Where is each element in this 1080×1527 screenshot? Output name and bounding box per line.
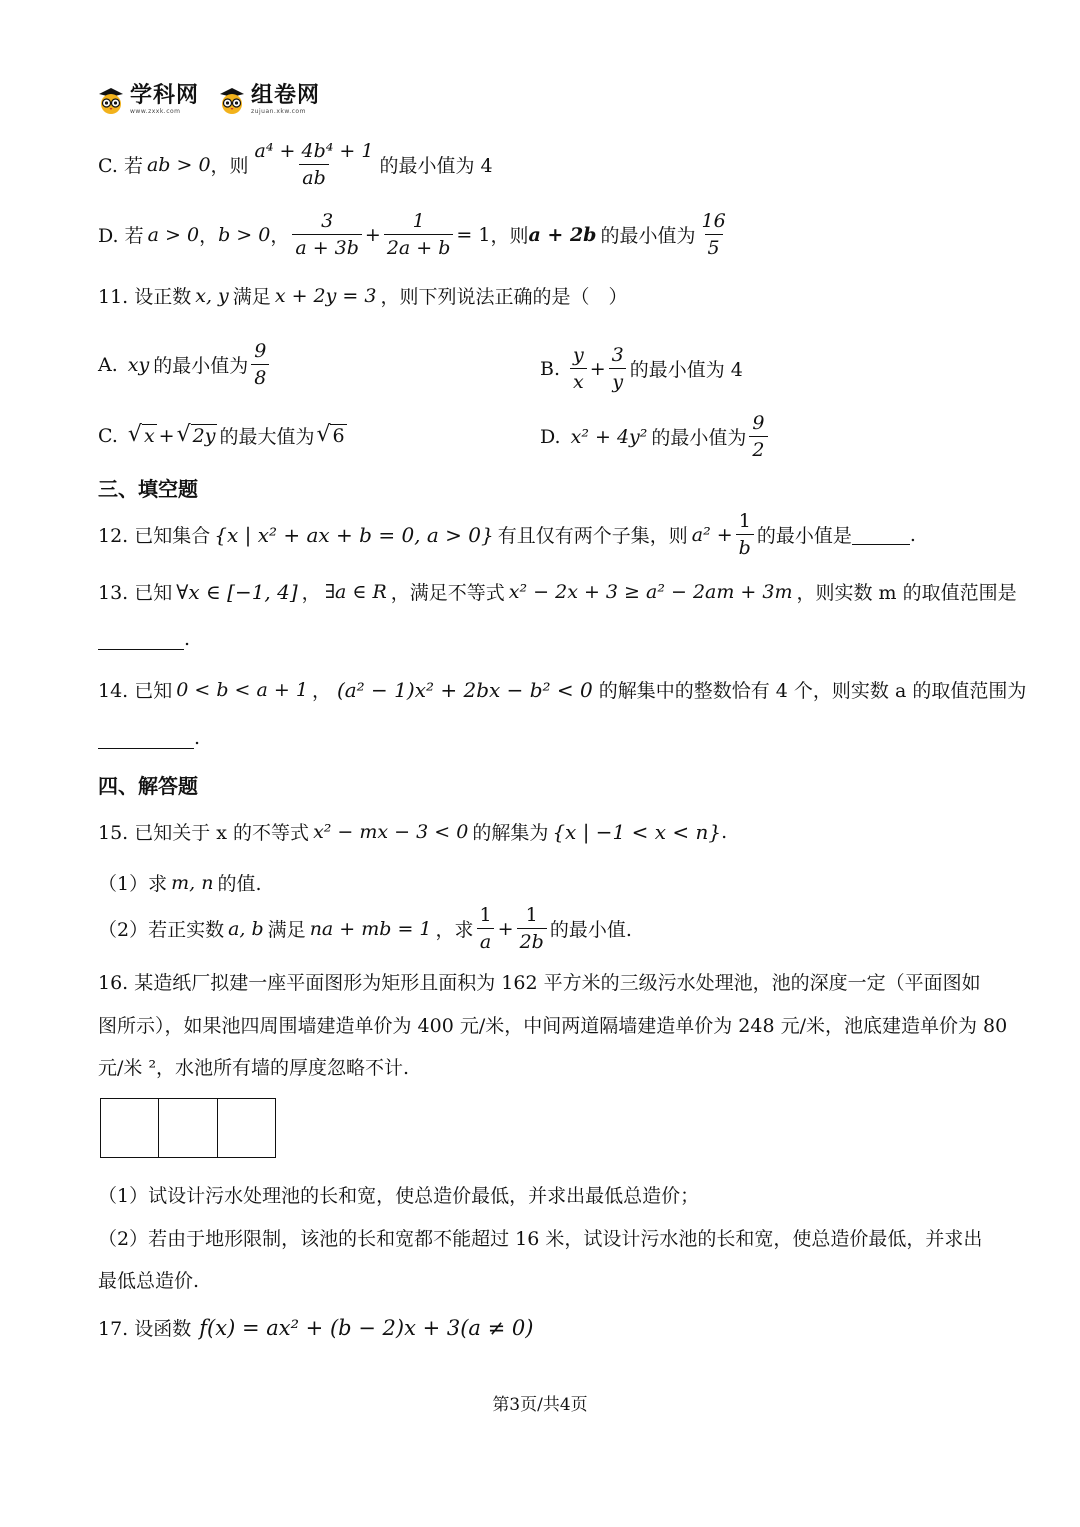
answer-blank[interactable] xyxy=(852,524,910,545)
q11-option-a: A. xy 的最小值为 $\frac{9}{8}$ xyxy=(98,340,272,389)
q16-line1: 16. 某造纸厂拟建一座平面图形为矩形且面积为 162 平方米的三级污水处理池，池的深度一定（平面图如 xyxy=(98,972,981,994)
q13: 13. 已知 ∀x ∈ [−1, 4] ， ∃a ∈ R ，满足不等式 x² − 2x + 3 ≥ a² − 2am + 3m ，则实数 m 的取值范围是 xyxy=(98,579,1017,604)
fraction: $\frac{16}{5}$ xyxy=(701,210,726,259)
q15-stem: 15. 已知关于 x 的不等式 x² − mx − 3 < 0 的解集为 {x | −1 < x < n} . xyxy=(98,819,728,844)
q11-stem: 11. 设正数 x, y 满足 x + 2y = 3 ，则下列说法正确的是（ ） xyxy=(98,284,628,308)
pool-cell xyxy=(159,1099,217,1157)
sqrt: √ 2y xyxy=(176,422,216,447)
logo-zujuan-name: 组卷网 xyxy=(251,83,321,108)
q11-option-d: D. x² + 4y² 的最小值为 $\frac{9}{2}$ xyxy=(540,412,771,461)
fraction: $\frac{1}{2b}$ xyxy=(517,904,547,953)
sqrt: √ 6 xyxy=(316,422,345,447)
pool-cell xyxy=(218,1099,275,1157)
q12: 12. 已知集合 {x | x² + ax + b = 0, a > 0} 有且仅有两个子集，则 a² + $\frac{1}{b}$ 的最小值是 . xyxy=(98,510,916,559)
pool-cell xyxy=(101,1099,159,1157)
fraction: $\frac{9}{2}$ xyxy=(749,412,767,461)
header-logos xyxy=(96,80,320,120)
logo-zxxk[interactable] xyxy=(96,85,199,115)
fraction: $\frac{1}{a}$ xyxy=(477,904,495,953)
sqrt: √ x xyxy=(127,422,155,447)
q16-part2-line1: （2）若由于地形限制，该池的长和宽都不能超过 16 米，试设计污水池的长和宽，使总造价最低，并求出 xyxy=(98,1228,983,1250)
fraction: $\frac{1}{b}$ xyxy=(736,510,754,559)
answer-blank[interactable] xyxy=(98,629,184,650)
owl-logo-icon xyxy=(217,85,247,115)
fraction: $\frac{\text{a⁴ + 4b⁴ + 1}}{ab}$ xyxy=(254,140,374,189)
q16-line3: 元/米 ²，水池所有墙的厚度忽略不计. xyxy=(98,1057,410,1079)
q14: 14. 已知 0 < b < a + 1 ， (a² − 1)x² + 2bx − b² < 0 的解集中的整数恰有 4 个，则实数 a 的取值范围为 xyxy=(98,677,1027,702)
q11-option-b: B. $\frac{y}{x}$ + $\frac{3}{y}$ 的最小值为 4 xyxy=(540,344,743,393)
logo-zujuan[interactable] xyxy=(217,85,320,115)
owl-logo-icon xyxy=(96,85,126,115)
q17-stem: 17. 设函数 f(x) = ax² + (b − 2)x + 3(a ≠ 0) xyxy=(98,1315,534,1340)
fraction: $\frac{9}{8}$ xyxy=(251,340,269,389)
treatment-pool-diagram xyxy=(100,1098,276,1158)
q15-part1: （1）求 m, n 的值. xyxy=(98,871,262,895)
logo-zxxk-name: 学科网 xyxy=(130,83,200,108)
q14-answer-line: . xyxy=(98,727,200,749)
q11-option-c: C. √ x + √ 2y 的最大值为 √ 6 xyxy=(98,422,345,448)
section-title: 四、解答题 xyxy=(98,774,198,798)
page-number: 第3页/共4页 xyxy=(492,1395,588,1415)
q15-part2: （2）若正实数 a, b 满足 na + mb = 1 ，求 $\frac{1}{a}$ + $\frac{1}{2b}$ 的最小值. xyxy=(98,904,632,953)
q10-option-c: C. 若 ab > 0 ，则 $\frac{\text{a⁴ + 4b⁴ + 1}}{ab}$ 的最小值为 4 xyxy=(98,140,493,189)
section-title: 三、填空题 xyxy=(98,477,198,501)
q10-option-d: D. 若 a > 0 ， b > 0 ， $\frac{3}{a + 3b}$ + $\frac{1}{2a + b}$ = 1 ，则 a + 2b 的最小值为 $\frac{16}{5}$ xyxy=(98,210,732,259)
fraction: $\frac{y}{x}$ xyxy=(570,344,587,393)
q16-part1: （1）试设计污水处理池的长和宽，使总造价最低，并求出最低总造价； xyxy=(98,1185,700,1207)
q16-line2: 图所示），如果池四周围墙建造单价为 400 元/米，中间两道隔墙建造单价为 248 元/米，池底建造单价为 80 xyxy=(98,1015,1008,1037)
logo-zxxk-url: www.zxxk.com xyxy=(130,108,181,115)
fraction: $\frac{1}{2a + b}$ xyxy=(384,210,454,259)
q13-answer-line: . xyxy=(98,628,190,650)
answer-blank[interactable] xyxy=(98,728,194,749)
q16-part2-line2: 最低总造价. xyxy=(98,1270,200,1292)
fraction: $\frac{3}{a + 3b}$ xyxy=(292,210,362,259)
fraction: $\frac{3}{y}$ xyxy=(609,344,627,393)
logo-zujuan-url: zujuan.xkw.com xyxy=(251,108,306,115)
